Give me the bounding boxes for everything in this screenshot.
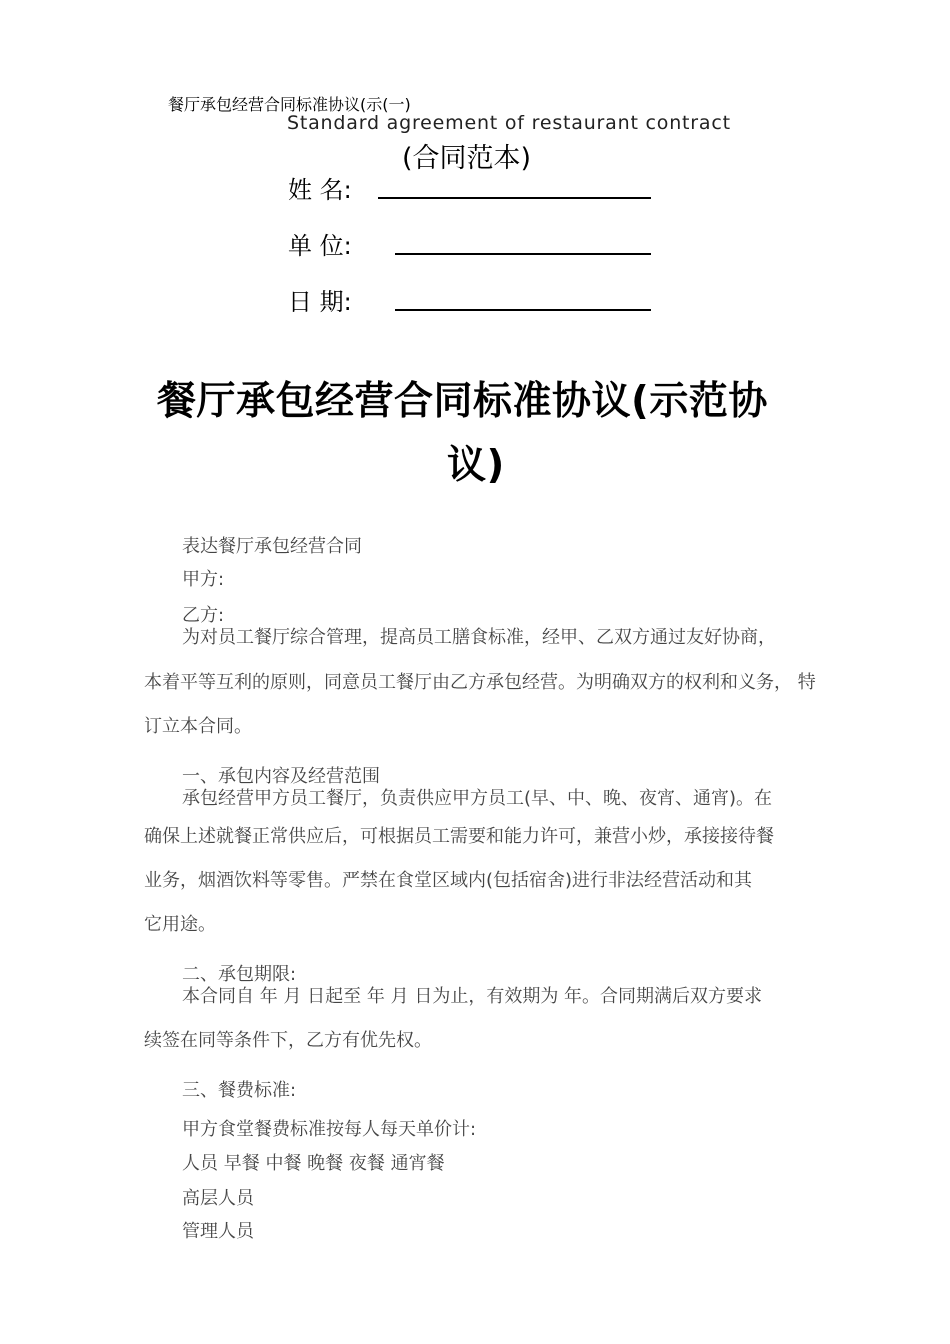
main-title-line-2: 议) <box>447 443 505 488</box>
unit-field-label: 单 位: <box>288 232 352 260</box>
party-a-label: 甲方: <box>182 569 225 590</box>
unit-field-line[interactable] <box>395 253 651 255</box>
section-1-heading: 一、承包内容及经营范围 <box>182 766 380 787</box>
party-b-label: 乙方: <box>182 605 225 626</box>
section-1-line-3: 业务，烟酒饮料等零售。严禁在食堂区域内(包括宿舍)进行非法经营活动和其 <box>144 870 753 891</box>
section-1-line-4: 它用途。 <box>144 914 216 935</box>
section-3-heading: 三、餐费标准: <box>182 1080 297 1101</box>
purpose-paragraph-line-1: 为对员工餐厅综合管理，提高员工膳食标准，经甲、乙双方通过友好协商， <box>182 627 776 648</box>
meal-table-row-management: 管理人员 <box>182 1221 254 1242</box>
purpose-paragraph-line-2: 本着平等互利的原则，同意员工餐厅由乙方承包经营。为明确双方的权利和义务， 特 <box>144 672 816 693</box>
section-2-heading: 二、承包期限: <box>182 964 297 985</box>
document-header-title: 餐厅承包经营合同标准协议(示(一) <box>168 95 411 114</box>
date-field-label: 日 期: <box>288 288 352 316</box>
main-title-line-1: 餐厅承包经营合同标准协议(示范协 <box>157 379 768 424</box>
name-field-label: 姓 名: <box>288 176 352 204</box>
purpose-paragraph-line-3: 订立本合同。 <box>144 716 252 737</box>
date-field-line[interactable] <box>395 309 651 311</box>
meal-table-header: 人员 早餐 中餐 晚餐 夜餐 通宵餐 <box>182 1153 445 1174</box>
section-3-line-1: 甲方食堂餐费标准按每人每天单价计: <box>182 1119 477 1140</box>
subtitle-contract-template: (合同范本) <box>402 143 532 174</box>
section-2-line-2: 续签在同等条件下，乙方有优先权。 <box>144 1030 432 1051</box>
section-1-line-1: 承包经营甲方员工餐厅，负责供应甲方员工(早、中、晚、夜宵、通宵)。在 <box>182 788 773 809</box>
meal-table-row-senior: 高层人员 <box>182 1188 254 1209</box>
name-field-line[interactable] <box>378 197 651 199</box>
section-2-line-1: 本合同自 年 月 日起至 年 月 日为止，有效期为 年。合同期满后双方要求 <box>182 986 763 1007</box>
intro-line: 表达餐厅承包经营合同 <box>182 536 362 557</box>
subtitle-english: Standard agreement of restaurant contract <box>287 112 731 134</box>
section-1-line-2: 确保上述就餐正常供应后，可根据员工需要和能力许可，兼营小炒，承接接待餐 <box>144 826 774 847</box>
